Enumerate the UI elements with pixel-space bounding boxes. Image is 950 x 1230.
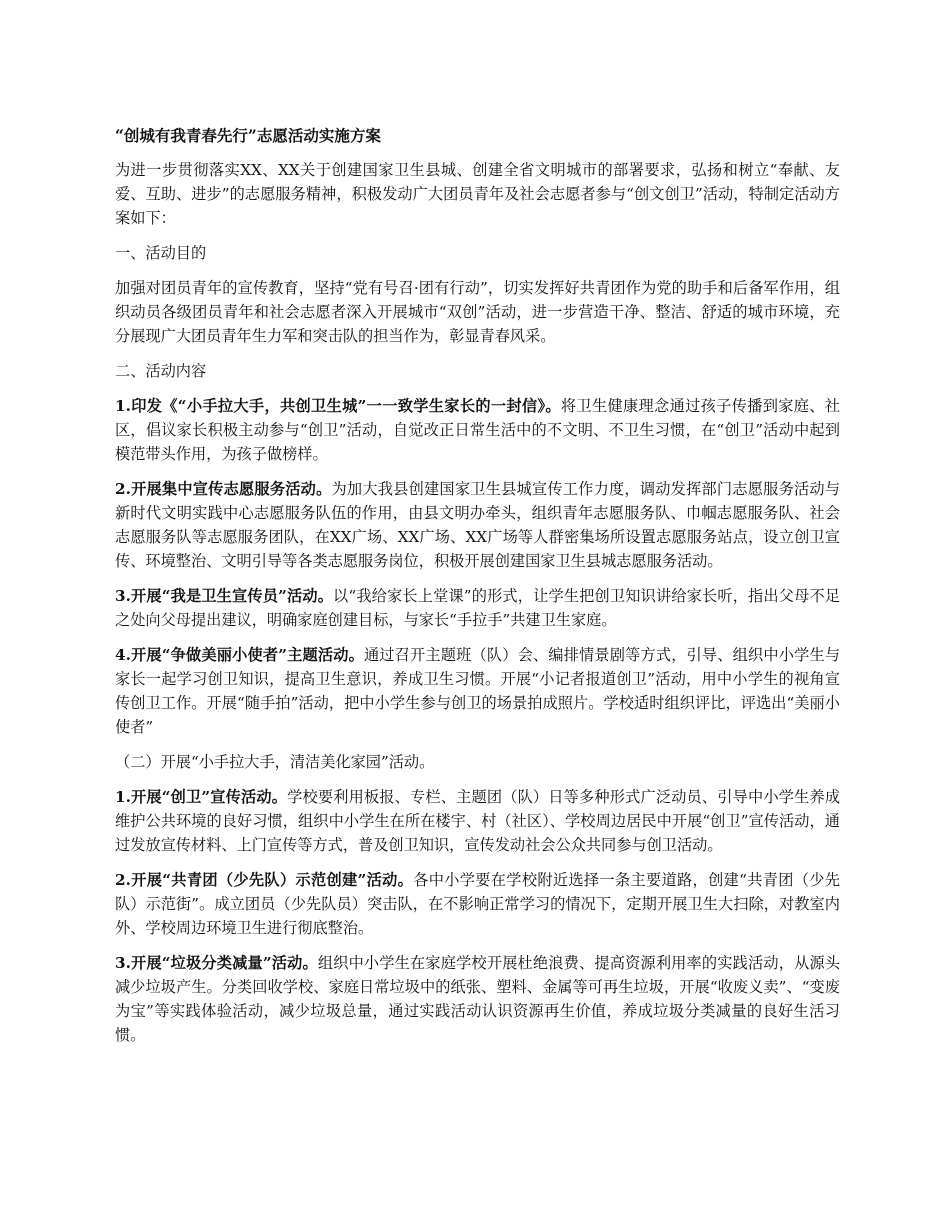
section-heading-content: 二、活动内容 [115,362,207,380]
item-lead: 1.印发《“小手拉大手，共创卫生城”一一致学生家长的一封信》。 [115,397,561,415]
item-text: 以“我给家长上堂课”的形式，让学生把创卫知识讲给家长听，指出父母不足之处向父母提出建议，明确家庭创建目标，与家长“手拉手”共建卫生家庭。 [115,587,841,629]
item-text: 通过召开主题班（队）会、编排情景剧等方式，引导、组织中小学生与家长一起学习创卫知识，提高卫生意识，养成卫生习惯。开展“小记者报道创卫”活动，用中小学生的视角宣传创卫工作。开展“随手拍”活动，把中小学生参与创卫的场景拍成照片。学校适时组织评比，评选出“美丽小使者” [115,646,841,736]
item-lead: 1.开展“创卫”宣传活动。 [115,788,288,806]
item-lead: 3.开展“我是卫生宣传员”活动。 [115,587,334,605]
document-body [115,124,840,1058]
section-heading-purpose: 一、活动目的 [115,244,207,262]
item-text: 组织中小学生在家庭学校开展杜绝浪费、提高资源利用率的实践活动，从源头减少垃圾产生。分类回收学校、家庭日常垃圾中的纸张、塑料、金属等可再生垃圾，开展“收废义卖”、“变废为宝”等实践体验活动，减少垃圾总量，通过实践活动认识资源再生价值，养成垃圾分类减量的良好生活习惯。 [115,954,841,1044]
item-text: 为加大我县创建国家卫生县城宣传工作力度，调动发挥部门志愿服务活动与新时代文明实践中心志愿服务队伍的作用，由县文明办牵头，组织青年志愿服务队、巾帼志愿服务队、社会志愿服务队等志愿服务团队，在XX广场、XX广场、XX广场等人群密集场所设置志愿服务站点，设立创卫宣传、环境整治、文明引导等各类志愿服务岗位，积极开展创建国家卫生县城志愿服务活动。 [115,480,841,570]
item-text: 学校要利用板报、专栏、主题团（队）日等多种形式广泛动员、引导中小学生养成维护公共环境的良好习惯，组织中小学生在所在楼宇、村（社区）、学校周边居民中开展“创卫”宣传活动，通过发放宣传材料、上门宣传等方式，普及创卫知识，宣传发动社会公众共同参与创卫活动。 [115,788,841,854]
item-text: 将卫生健康理念通过孩子传播到家庭、社区，倡议家长积极主动参与“创卫”活动，自觉改正日常生活中的不文明、不卫生习惯，在“创卫”活动中起到模范带头作用，为孩子做榜样。 [115,397,841,463]
item-lead: 4.开展“争做美丽小使者”主题活动。 [115,646,364,664]
content-item [115,477,840,573]
content-item [115,394,840,466]
item-lead: 3.开展“垃圾分类减量”活动。 [115,954,318,972]
content-item [115,643,840,739]
intro-paragraph: 为进一步贯彻落实XX、XX关于创建国家卫生县城、创建全省文明城市的部署要求，弘扬和树立“奉献、友爱、互助、进步”的志愿服务精神，积极发动广大团员青年及社会志愿者参与“创文创卫”活动，特制定活动方案如下： [115,161,840,227]
content-item [115,785,840,857]
item-lead: 2.开展“共青团（少先队）示范创建”活动。 [115,871,414,889]
purpose-paragraph: 加强对团员青年的宣传教育，坚持“党有号召·团有行动”，切实发挥好共青团作为党的助手和后备军作用，组织动员各级团员青年和社会志愿者深入开展城市“双创”活动，进一步营造干净、整洁、舒适的城市环境，充分展现广大团员青年生力军和突击队的担当作为，彰显青春风采。 [115,279,840,345]
item-lead: 2.开展集中宣传志愿服务活动。 [115,480,332,498]
content-item [115,951,840,1047]
content-item [115,584,840,632]
content-item [115,868,840,940]
section-heading-clean-home: （二）开展“小手拉大手，清洁美化家园”活动。 [115,753,435,771]
item-text: 各中小学要在学校附近选择一条主要道路，创建“共青团（少先队）示范街”。成立团员（少先队员）突击队，在不影响正常学习的情况下，定期开展卫生大扫除，对教室内外、学校周边环境卫生进行彻底整治。 [115,871,841,937]
document-title: “创城有我青春先行”志愿活动实施方案 [115,126,381,145]
